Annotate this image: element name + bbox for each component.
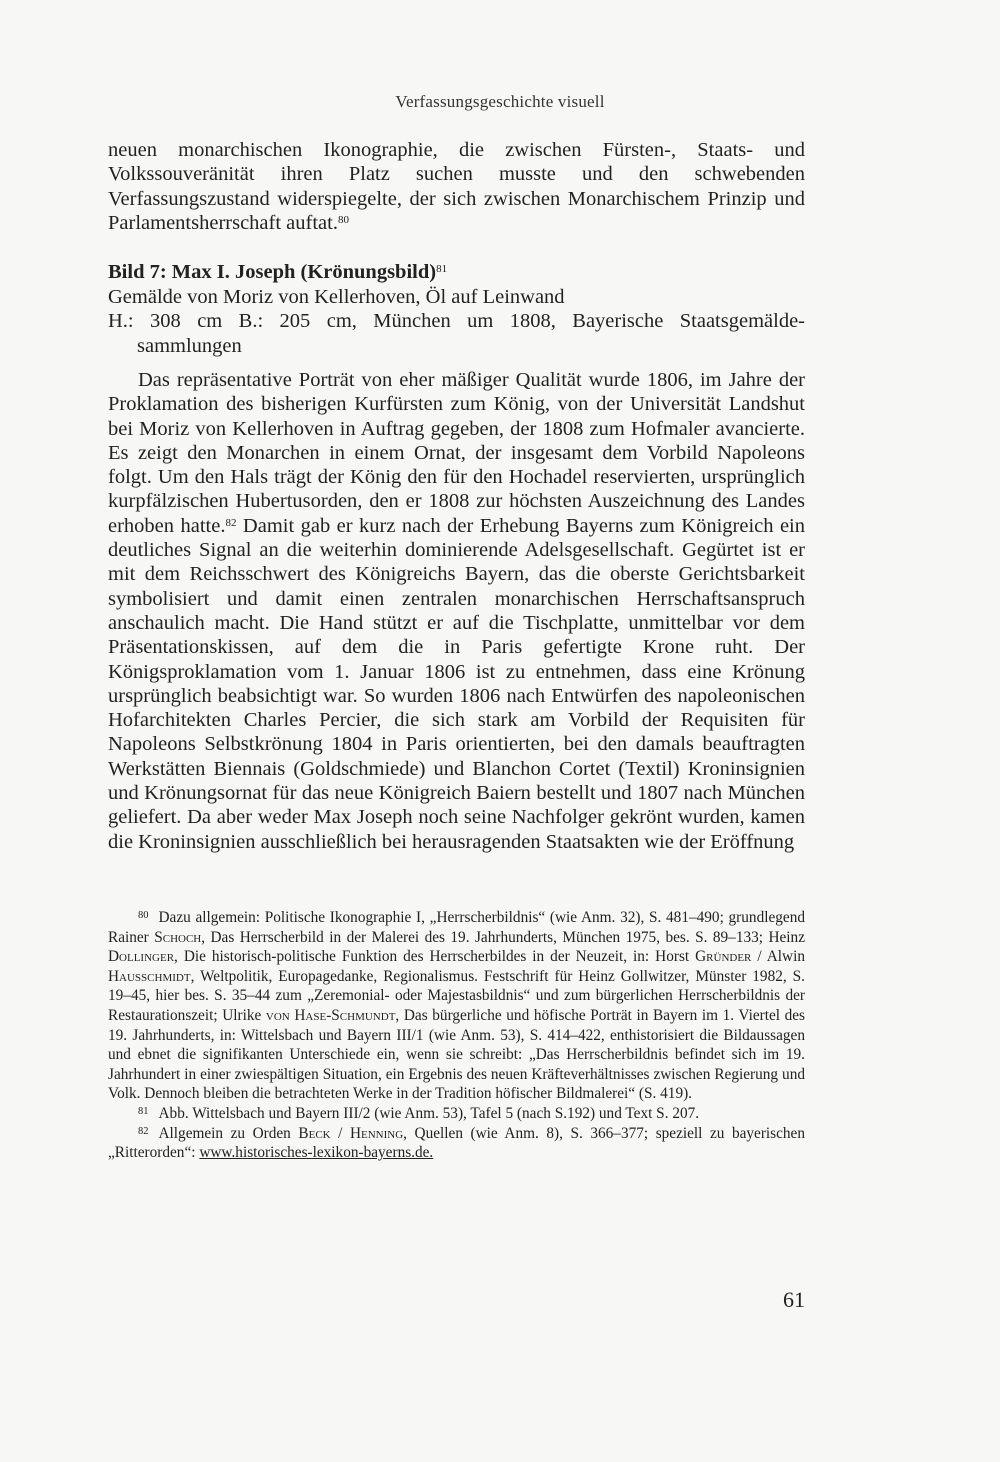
website-link[interactable]: www.historisches-lexikon-bayerns.de. <box>199 1144 434 1162</box>
page-number: 61 <box>783 1287 805 1312</box>
footnote-ref-81[interactable]: 81 <box>436 263 448 275</box>
caption-line-1: Gemälde von Moriz von Kellerhoven, Öl auf Leinwand <box>108 286 565 308</box>
footnote-text: / Alwin <box>751 948 805 966</box>
author-name: Dollinger <box>108 948 175 966</box>
footnote-ref-80[interactable]: 80 <box>337 213 349 226</box>
footnote-ref-82[interactable]: 82 <box>225 516 237 529</box>
main-paragraph <box>108 368 805 854</box>
footnote-text: , Weltpolitik, Europagedanke, Regionalismus. Festschrift für Heinz Gollwitzer, Münster 1982, S. 19–45, hier bes. S. 35–44 zum „Zeremonial- oder Majestasbildnis“ und zum bürgerlichen Herrscherbildnis der Restaurationszeit; Ulrike <box>108 967 805 1024</box>
footnote-number: 80 <box>138 910 149 921</box>
section-heading-text: Bild 7: Max I. Joseph (Krönungsbild) <box>108 261 437 283</box>
intro-text: neuen monarchischen Ikonographie, die zwischen Fürsten-, Staats- und Volkssouveränität ihren Platz suchen musste und den schwebenden Verfassungszustand widerspiegelte, der sich zwischen Monarchischem Prinzip und Parlamentsherrschaft auftat. <box>108 139 805 234</box>
author-name: Beck <box>298 1124 331 1142</box>
footnote-number: 82 <box>138 1125 149 1137</box>
footnotes <box>108 908 805 1163</box>
main-text-part1: Das repräsentative Porträt von eher mäßiger Qualität wurde 1806, im Jahre der Proklamation des bisherigen Kurfürsten zum König, von der Universität Landshut bei Moriz von Kellerhoven in Auftrag gegeben, der 1808 zum Hofmaler avancierte. Es zeigt den Monarchen in einem Ornat, der insgesamt dem Vorbild Napoleons folgt. Um den Hals trägt der König den für den Hochadel reservierten, ursprünglich kurpfälzischen Hubertusorden, den er 1808 zur höchsten Auszeichnung des Landes erhoben hatte. <box>108 369 805 537</box>
footnote-81 <box>108 1104 805 1124</box>
image-caption <box>108 285 805 358</box>
running-head: Verfassungsgeschichte visuell <box>395 92 605 111</box>
main-text-part2: Damit gab er kurz nach der Erhebung Bayerns zum Königreich ein deutliches Signal an die weiterhin dominierende Adelsgesellschaft. Gegürtet ist er mit dem Reichsschwert des Königreichs Bayern, das die oberste Gerichtsbarkeit symbolisiert und damit einen zentralen monarchischen Herrschaftsanspruch anschaulich macht. Die Hand stützt er auf die Tischplatte, unmittelbar vor dem Präsentationskissen, auf dem die in Paris gefertigte Krone ruht. Der Königsproklamation vom 1. Januar 1806 ist zu entnehmen, dass eine Krönung ursprünglich beabsichtigt war. So wurden 1806 nach Entwürfen des napoleonischen Hofarchitekten Charles Percier, die sich stark am Vorbild der Requisiten für Napoleons Selbstkrönung 1804 in Paris orientierten, bei den damals beauftragten Werkstätten Biennais (Goldschmiede) und Blanchon Cortet (Textil) Kroninsignien und Krönungsornat für das neue Königreich Baiern bestellt und 1807 nach München geliefert. Da aber weder Max Joseph noch seine Nachfolger gekrönt wurden, kamen die Kroninsignien ausschließlich bei herausragenden Staatsakten wie der Eröffnung <box>108 514 805 853</box>
footnote-text: Abb. Wittelsbach und Bayern III/2 (wie Anm. 53), Tafel 5 (nach S.192) und Text S. 207. <box>158 1104 700 1122</box>
footnote-text: / <box>330 1124 350 1142</box>
author-name: Henning <box>349 1124 404 1142</box>
footnote-text: , Das Herrscherbild in der Malerei des 19. Jahrhunderts, München 1975, bes. S. 89–133; Heinz <box>201 928 805 946</box>
footnote-text: , Quellen (wie Anm. 8), S. 366–377; speziell zu bayerischen „Ritterorden“: <box>108 1124 805 1162</box>
author-name: Schoch <box>154 928 202 946</box>
footnote-text: Dazu allgemein: Politische Ikonographie I, „Herrscherbildnis“ (wie Anm. 32), S. 481–490; grundlegend Rainer <box>108 909 805 946</box>
footnote-number: 81 <box>138 1105 149 1117</box>
caption-line-3: sammlungen <box>137 334 242 357</box>
footnote-text: , Das bürgerliche und höfische Porträt in Bayern im 1. Viertel des 19. Jahrhunderts, in: Wittelsbach und Bayern III/1 (wie Anm. 53), S. 414–422, enthistorisiert die Bildaussagen und ebnet die signifikanten Unterschiede ein, wenn sie schreibt: „Das Herrscherbildnis befindet sich im 19. Jahrhundert in einer zwiespältigen Situation, ein Ergebnis des neuen Kräfteverhältnisses zwischen Regierung und Volk. Dennoch bleiben die betrachteten Werke in der Tradition höfischer Bildmalerei“ (S. 419). <box>108 1006 805 1103</box>
footnote-82 <box>108 1124 805 1163</box>
footnote-80 <box>108 908 805 1104</box>
author-name: Gründer <box>695 948 752 966</box>
author-name: von Hase-Schmundt <box>265 1006 396 1024</box>
footnote-text: Allgemein zu Orden <box>158 1124 299 1142</box>
section-heading <box>108 260 805 284</box>
author-name: Hausschmidt <box>108 967 191 985</box>
caption-line-2: H.: 308 cm B.: 205 cm, München um 1808, Bayerische Staatsgemälde- <box>108 310 805 333</box>
footnote-text: , Die historisch-politische Funktion des Herrscherbildes in der Neuzeit, in: Horst <box>174 948 696 966</box>
intro-paragraph <box>108 138 805 235</box>
